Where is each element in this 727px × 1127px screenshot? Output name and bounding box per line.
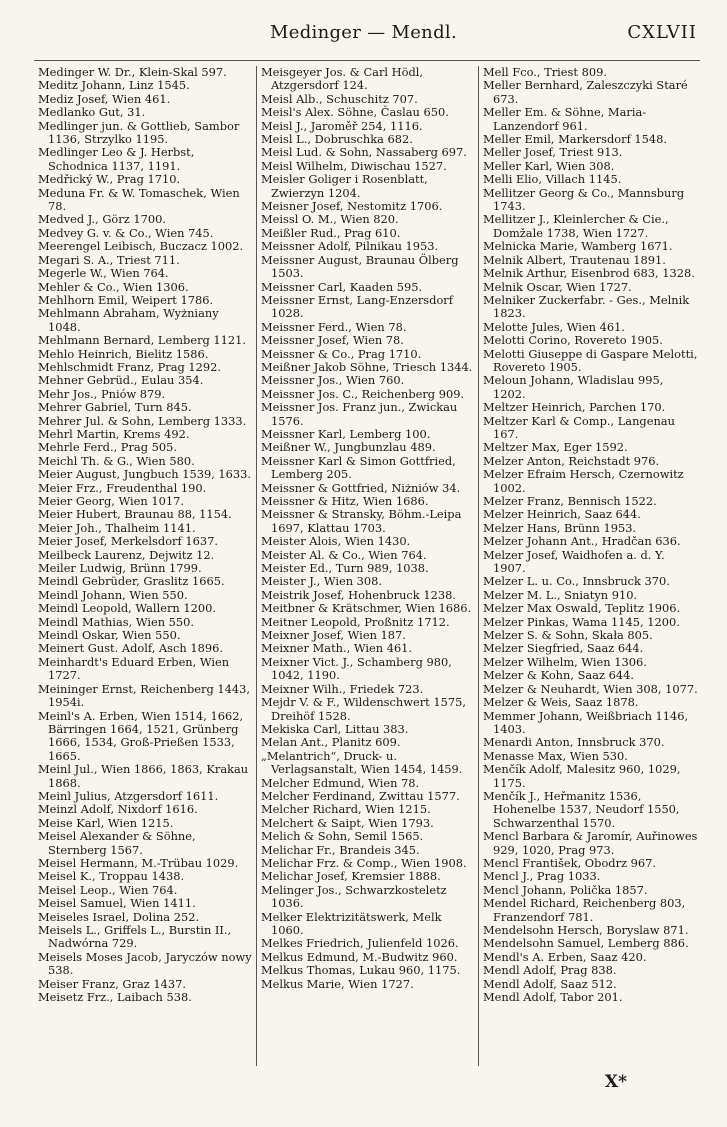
directory-entry: Menasse Max, Wien 530. [483, 748, 628, 763]
directory-entry: Melzer & Kohn, Saaz 644. [483, 668, 634, 683]
directory-entry: Melli Elio, Villach 1145. [483, 172, 622, 187]
directory-entry: Melotti Corino, Rovereto 1905. [483, 333, 663, 348]
directory-entry: Meier Hubert, Braunau 88, 1154. [38, 507, 232, 522]
directory-entry: Meisner Josef, Nestomitz 1706. [261, 199, 443, 214]
directory-entry: Meiser Franz, Graz 1437. [38, 976, 186, 991]
directory-entry: Melkus Edmund, M.-Budwitz 960. [261, 949, 458, 964]
directory-entry: Melichar Fr., Brandeis 345. [261, 842, 420, 857]
directory-entry: Meister J., Wien 308. [261, 574, 383, 589]
directory-entry: Meltzer Karl & Comp., Langenau 167. [483, 413, 675, 441]
directory-entry: Meinhardt's Eduard Erben, Wien 1727. [38, 654, 230, 683]
directory-entry: Meister Al. & Co., Wien 764. [261, 547, 427, 562]
directory-entry: Medlinger Leo & J. Herbst, Schodnica 1137, 1191. [38, 145, 195, 173]
directory-entry: Melzer Franz, Bennisch 1522. [483, 494, 657, 508]
directory-entry: Meixner Josef, Wien 187. [261, 628, 406, 643]
directory-entry: Melzer Wilhelm, Wien 1306. [483, 654, 647, 669]
directory-entry: „Melantrich“, Druck- u. Verlagsanstalt, Wien 1454, 1459. [261, 748, 463, 777]
directory-entry: Meissner & Gottfried, Niżniów 34. [261, 480, 461, 495]
directory-entry: Meisetz Frz., Laibach 538. [38, 990, 192, 1005]
directory-entry: Meister Ed., Turn 989, 1038. [261, 561, 429, 576]
directory-entry: Melker Elektrizitätswerk, Melk 1060. [261, 909, 442, 937]
directory-entry: Mendl Adolf, Tabor 201. [483, 990, 623, 1005]
directory-entry: Melnicka Marie, Wamberg 1671. [483, 239, 673, 254]
directory-entry: Mellitzer Georg & Co., Mannsburg 1743. [483, 185, 685, 214]
directory-entry: Meitbner & Krätschmer, Wien 1686. [261, 601, 472, 616]
directory-entry: Medvey G. v. & Co., Wien 745. [38, 225, 214, 240]
page-header [0, 22, 727, 48]
page-number: CXLVII [627, 22, 697, 43]
directory-entry: Melkes Friedrich, Julienfeld 1026. [261, 936, 459, 951]
directory-entry: Meissner Karl, Lemberg 100. [261, 426, 431, 441]
directory-entry: Meisel Alexander & Söhne, Sternberg 1567. [38, 829, 196, 857]
directory-entry: Meitner Leopold, Proßnitz 1712. [261, 614, 450, 629]
directory-entry: Mehrle Ferd., Prag 505. [38, 440, 177, 455]
directory-entry: Mehlmann Abraham, Wyżniany 1048. [38, 306, 219, 334]
directory-entry: Melzer Johann Ant., Hradčan 636. [483, 534, 681, 549]
directory-entry: Melcher Ferdinand, Zwittau 1577. [261, 788, 460, 803]
directory-entry: Medved J., Görz 1700. [38, 212, 166, 227]
directory-entry: Meichl Th. & G., Wien 580. [38, 453, 195, 468]
directory-entry: Melotte Jules, Wien 461. [483, 319, 626, 334]
directory-entry: Memmer Johann, Weißbriach 1146, 1403. [483, 708, 689, 736]
directory-entry: Melan Ant., Planitz 609. [261, 735, 401, 750]
directory-entry: Meißler Rud., Prag 610. [261, 225, 401, 240]
directory-entry: Melichar Frz. & Comp., Wien 1908. [261, 855, 467, 870]
directory-entry: Mendel Richard, Reichenberg 803, Franzendorf 781. [483, 896, 686, 924]
directory-entry: Melcher Richard, Wien 1215. [261, 802, 431, 817]
directory-entry: Melzer Max Oswald, Teplitz 1906. [483, 601, 681, 616]
directory-entry: Meisl Wilhelm, Diwischau 1527. [261, 158, 447, 173]
directory-entry: Melnik Arthur, Eisenbrod 683, 1328. [483, 266, 695, 281]
directory-entry: Meindl Oskar, Wien 550. [38, 628, 181, 643]
directory-entry: Melzer & Neuhardt, Wien 308, 1077. [483, 681, 698, 696]
directory-entry: Meier Joh., Thalheim 1141. [38, 520, 196, 535]
directory-entry: Mehlo Heinrich, Bielitz 1586. [38, 346, 209, 361]
directory-entry: Medlanko Gut, 31. [38, 105, 146, 120]
directory-entry: Meißner W., Jungbunzlau 489. [261, 440, 436, 455]
directory-entry: Meissner Jos. C., Reichenberg 909. [261, 386, 465, 401]
column-right [478, 66, 700, 1066]
directory-entry: Mehr Jos., Pniów 879. [38, 386, 166, 401]
directory-entry: Mehrer Jul. & Sohn, Lemberg 1333. [38, 413, 247, 428]
column-middle [256, 66, 478, 1066]
directory-entry: Melchert & Saipt, Wien 1793. [261, 815, 434, 830]
directory-entry: Medinger W. Dr., Klein-Skal 597. [38, 66, 227, 79]
directory-entry: Meisel Hermann, M.-Trübau 1029. [38, 855, 239, 870]
directory-entry: Medřický W., Prag 1710. [38, 172, 181, 187]
directory-entry: Melotti Giuseppe di Gaspare Melotti, Rovereto 1905. [483, 346, 698, 374]
directory-entry: Meisler Goliger i Rosenblatt, Zwierzyn 1204. [261, 172, 428, 200]
directory-entry: Meditz Johann, Linz 1545. [38, 78, 190, 93]
directory-entry: Melcher Edmund, Wien 78. [261, 775, 420, 790]
directory-entry: Meininger Ernst, Reichenberg 1443, 1954i. [38, 681, 250, 710]
header-rule [34, 60, 700, 61]
directory-entry: Meduna Fr. & W. Tomaschek, Wien 78. [38, 185, 240, 214]
directory-entry: Melzer L. u. Co., Innsbruck 370. [483, 574, 670, 589]
directory-entry: Meissl O. M., Wien 820. [261, 212, 399, 227]
directory-entry: Meißner Jakob Söhne, Triesch 1344. [261, 359, 473, 374]
signature-mark: X* [604, 1072, 627, 1092]
directory-entry: Meixner Vict. J., Schamberg 980, 1042, 1190. [261, 654, 452, 683]
directory-entry: Mehrer Gabriel, Turn 845. [38, 400, 192, 415]
directory-entry: Melinger Jos., Schwarzkosteletz 1036. [261, 882, 447, 911]
directory-columns [34, 66, 700, 1066]
directory-entry: Mendelsohn Hersch, Boryslaw 871. [483, 923, 689, 937]
directory-entry: Meissner Josef, Wien 78. [261, 333, 404, 348]
directory-entry: Meinert Gust. Adolf, Asch 1896. [38, 641, 223, 656]
directory-entry: Meisgeyer Jos. & Carl Hödl, Atzgersdorf 124. [261, 66, 423, 93]
directory-entry: Meier Georg, Wien 1017. [38, 494, 184, 508]
directory-entry: Mellitzer J., Kleinlercher & Cie., Domžale 1738, Wien 1727. [483, 212, 669, 240]
directory-entry: Meissner Adolf, Pilnikau 1953. [261, 239, 439, 254]
directory-entry: Meier Frz., Freudenthal 190. [38, 480, 207, 495]
directory-entry: Meltzer Max, Eger 1592. [483, 440, 628, 455]
directory-entry: Meindl Johann, Wien 550. [38, 587, 188, 602]
directory-entry: Meisl's Alex. Söhne, Časlau 650. [261, 105, 449, 120]
directory-entry: Meier August, Jungbuch 1539, 1633. [38, 467, 252, 482]
directory-entry: Menčík Adolf, Malesitz 960, 1029, 1175. [483, 762, 681, 790]
directory-entry: Meisel K., Troppau 1438. [38, 869, 185, 884]
directory-entry: Mediz Josef, Wien 461. [38, 91, 171, 106]
column-left [34, 66, 256, 1066]
directory-entry: Mehner Gebrüd., Eulau 354. [38, 373, 204, 388]
directory-entry: Melzer & Weis, Saaz 1878. [483, 695, 639, 710]
directory-entry: Melkus Thomas, Lukau 960, 1175. [261, 963, 461, 978]
directory-entry: Meistrik Josef, Hohenbruck 1238. [261, 587, 456, 602]
directory-entry: Mell Fco., Triest 809. [483, 66, 607, 79]
directory-entry: Menčík J., Heřmanitz 1536, Hohenelbe 1537, Neudorf 1550, Schwarzenthal 1570. [483, 788, 680, 830]
directory-entry: Meller Bernhard, Zaleszczyki Staré 673. [483, 78, 688, 106]
directory-entry: Meier Josef, Merkelsdorf 1637. [38, 534, 218, 549]
page-title: Medinger — Mendl. [270, 22, 457, 43]
directory-entry: Meissner Karl & Simon Gottfried, Lemberg 205. [261, 453, 456, 482]
directory-entry: Meller Em. & Söhne, Maria-Lanzendorf 961. [483, 105, 647, 133]
directory-entry: Meisels Moses Jacob, Jaryczów nowy 538. [38, 949, 252, 978]
directory-entry: Melnik Albert, Trautenau 1891. [483, 252, 666, 267]
directory-entry: Meixner Math., Wien 461. [261, 641, 413, 656]
directory-entry: Meissner Jos., Wien 760. [261, 373, 405, 388]
directory-entry: Meisl J., Jaroměř 254, 1116. [261, 118, 423, 133]
directory-entry: Meissner August, Braunau Ölberg 1503. [261, 252, 459, 281]
directory-entry: Meinzl Adolf, Nixdorf 1616. [38, 802, 198, 817]
directory-entry: Meissner & Hitz, Wien 1686. [261, 494, 429, 508]
directory-entry: Meissner Ernst, Lang-Enzersdorf 1028. [261, 292, 453, 321]
directory-entry: Meister Alois, Wien 1430. [261, 534, 411, 549]
directory-entry: Melzer M. L., Sniatyn 910. [483, 587, 638, 602]
directory-entry: Meller Emil, Markersdorf 1548. [483, 132, 668, 147]
directory-entry: Meissner Jos. Franz jun., Zwickau 1576. [261, 400, 458, 428]
directory-entry: Meisl Alb., Schuschitz 707. [261, 91, 418, 106]
directory-entry: Meisel Samuel, Wien 1411. [38, 896, 196, 911]
directory-entry: Menardi Anton, Innsbruck 370. [483, 735, 665, 750]
directory-entry: Mencl František, Obodrz 967. [483, 855, 657, 870]
directory-entry: Megari S. A., Triest 711. [38, 252, 180, 267]
directory-entry: Mendelsohn Samuel, Lemberg 886. [483, 936, 689, 951]
directory-entry: Meiseles Israel, Dolina 252. [38, 909, 200, 924]
directory-entry: Meilbeck Laurenz, Dejwitz 12. [38, 547, 215, 562]
directory-entry: Mehlmann Bernard, Lemberg 1121. [38, 333, 247, 348]
directory-entry: Meindl Gebrüder, Graslitz 1665. [38, 574, 225, 589]
directory-entry: Meindl Leopold, Wallern 1200. [38, 601, 216, 616]
directory-entry: Meinl Julius, Atzgersdorf 1611. [38, 788, 219, 803]
directory-entry: Meerengel Leibisch, Buczacz 1002. [38, 239, 244, 254]
directory-entry: Melzer Efraim Hersch, Czernowitz 1002. [483, 467, 684, 495]
directory-entry: Meller Josef, Triest 913. [483, 145, 623, 160]
directory-entry: Meisl Lud. & Sohn, Nassaberg 697. [261, 145, 467, 160]
directory-entry: Melnik Oscar, Wien 1727. [483, 279, 632, 294]
directory-entry: Mehrl Martin, Krems 492. [38, 426, 190, 441]
directory-entry: Melzer S. & Sohn, Skała 805. [483, 628, 653, 643]
directory-entry: Mehlhorn Emil, Weipert 1786. [38, 292, 214, 307]
directory-entry: Melichar Josef, Kremsier 1888. [261, 869, 441, 884]
directory-entry: Mejdr V. & F., Wildenschwert 1575, Dreihöf 1528. [261, 695, 466, 723]
directory-entry: Mencl J., Prag 1033. [483, 869, 601, 884]
directory-entry: Melniker Zuckerfabr. - Ges., Melnik 1823. [483, 292, 690, 321]
directory-entry: Meisl L., Dobruschka 682. [261, 132, 413, 147]
directory-entry: Mencl Johann, Polička 1857. [483, 882, 648, 897]
directory-entry: Meinl's A. Erben, Wien 1514, 1662, Bärringen 1664, 1521, Grünberg 1666, 1534, Groß-Prießen 1533, 1665. [38, 708, 244, 763]
directory-entry: Melzer Pinkas, Wama 1145, 1200. [483, 614, 680, 629]
directory-entry: Meltzer Heinrich, Parchen 170. [483, 400, 666, 415]
directory-entry: Meissner & Stransky, Böhm.-Leipa 1697, Klattau 1703. [261, 507, 462, 535]
directory-entry: Mehler & Co., Wien 1306. [38, 279, 189, 294]
directory-entry: Melzer Anton, Reichstadt 976. [483, 453, 660, 468]
directory-entry: Meloun Johann, Wladislau 995, 1202. [483, 373, 664, 401]
directory-entry: Meissner Carl, Kaaden 595. [261, 279, 423, 294]
directory-entry: Meller Karl, Wien 308. [483, 158, 615, 173]
directory-entry: Mehlschmidt Franz, Prag 1292. [38, 359, 222, 374]
directory-entry: Mendl Adolf, Prag 838. [483, 963, 617, 978]
directory-entry: Mendl Adolf, Saaz 512. [483, 976, 617, 991]
directory-entry: Melzer Josef, Waidhofen a. d. Y. 1907. [483, 547, 665, 576]
directory-entry: Melkus Marie, Wien 1727. [261, 976, 414, 991]
directory-entry: Mendl's A. Erben, Saaz 420. [483, 949, 647, 964]
directory-entry: Meisel Leop., Wien 764. [38, 882, 178, 897]
directory-entry: Meissner & Co., Prag 1710. [261, 346, 422, 361]
directory-entry: Meiler Ludwig, Brünn 1799. [38, 561, 202, 576]
directory-entry: Meinl Jul., Wien 1866, 1863, Krakau 1868. [38, 762, 249, 790]
directory-entry: Medlinger jun. & Gottlieb, Sambor 1136, Strzylko 1195. [38, 118, 240, 147]
directory-entry: Megerle W., Wien 764. [38, 266, 169, 281]
directory-entry: Meisels L., Griffels L., Burstin II., Nadwórna 729. [38, 923, 232, 951]
directory-entry: Melzer Hans, Brünn 1953. [483, 520, 637, 535]
directory-entry: Melich & Sohn, Semil 1565. [261, 829, 424, 844]
directory-entry: Melzer Heinrich, Saaz 644. [483, 507, 641, 522]
directory-entry: Mekiska Carl, Littau 383. [261, 721, 409, 736]
directory-entry: Meise Karl, Wien 1215. [38, 815, 174, 830]
directory-entry: Mencl Barbara & Jaromír, Auřinowes 929, 1020, Prag 973. [483, 829, 698, 857]
directory-entry: Meindl Mathias, Wien 550. [38, 614, 195, 629]
directory-entry: Melzer Siegfried, Saaz 644. [483, 641, 644, 656]
directory-entry: Meixner Wilh., Friedek 723. [261, 681, 424, 696]
directory-entry: Meissner Ferd., Wien 78. [261, 319, 407, 334]
